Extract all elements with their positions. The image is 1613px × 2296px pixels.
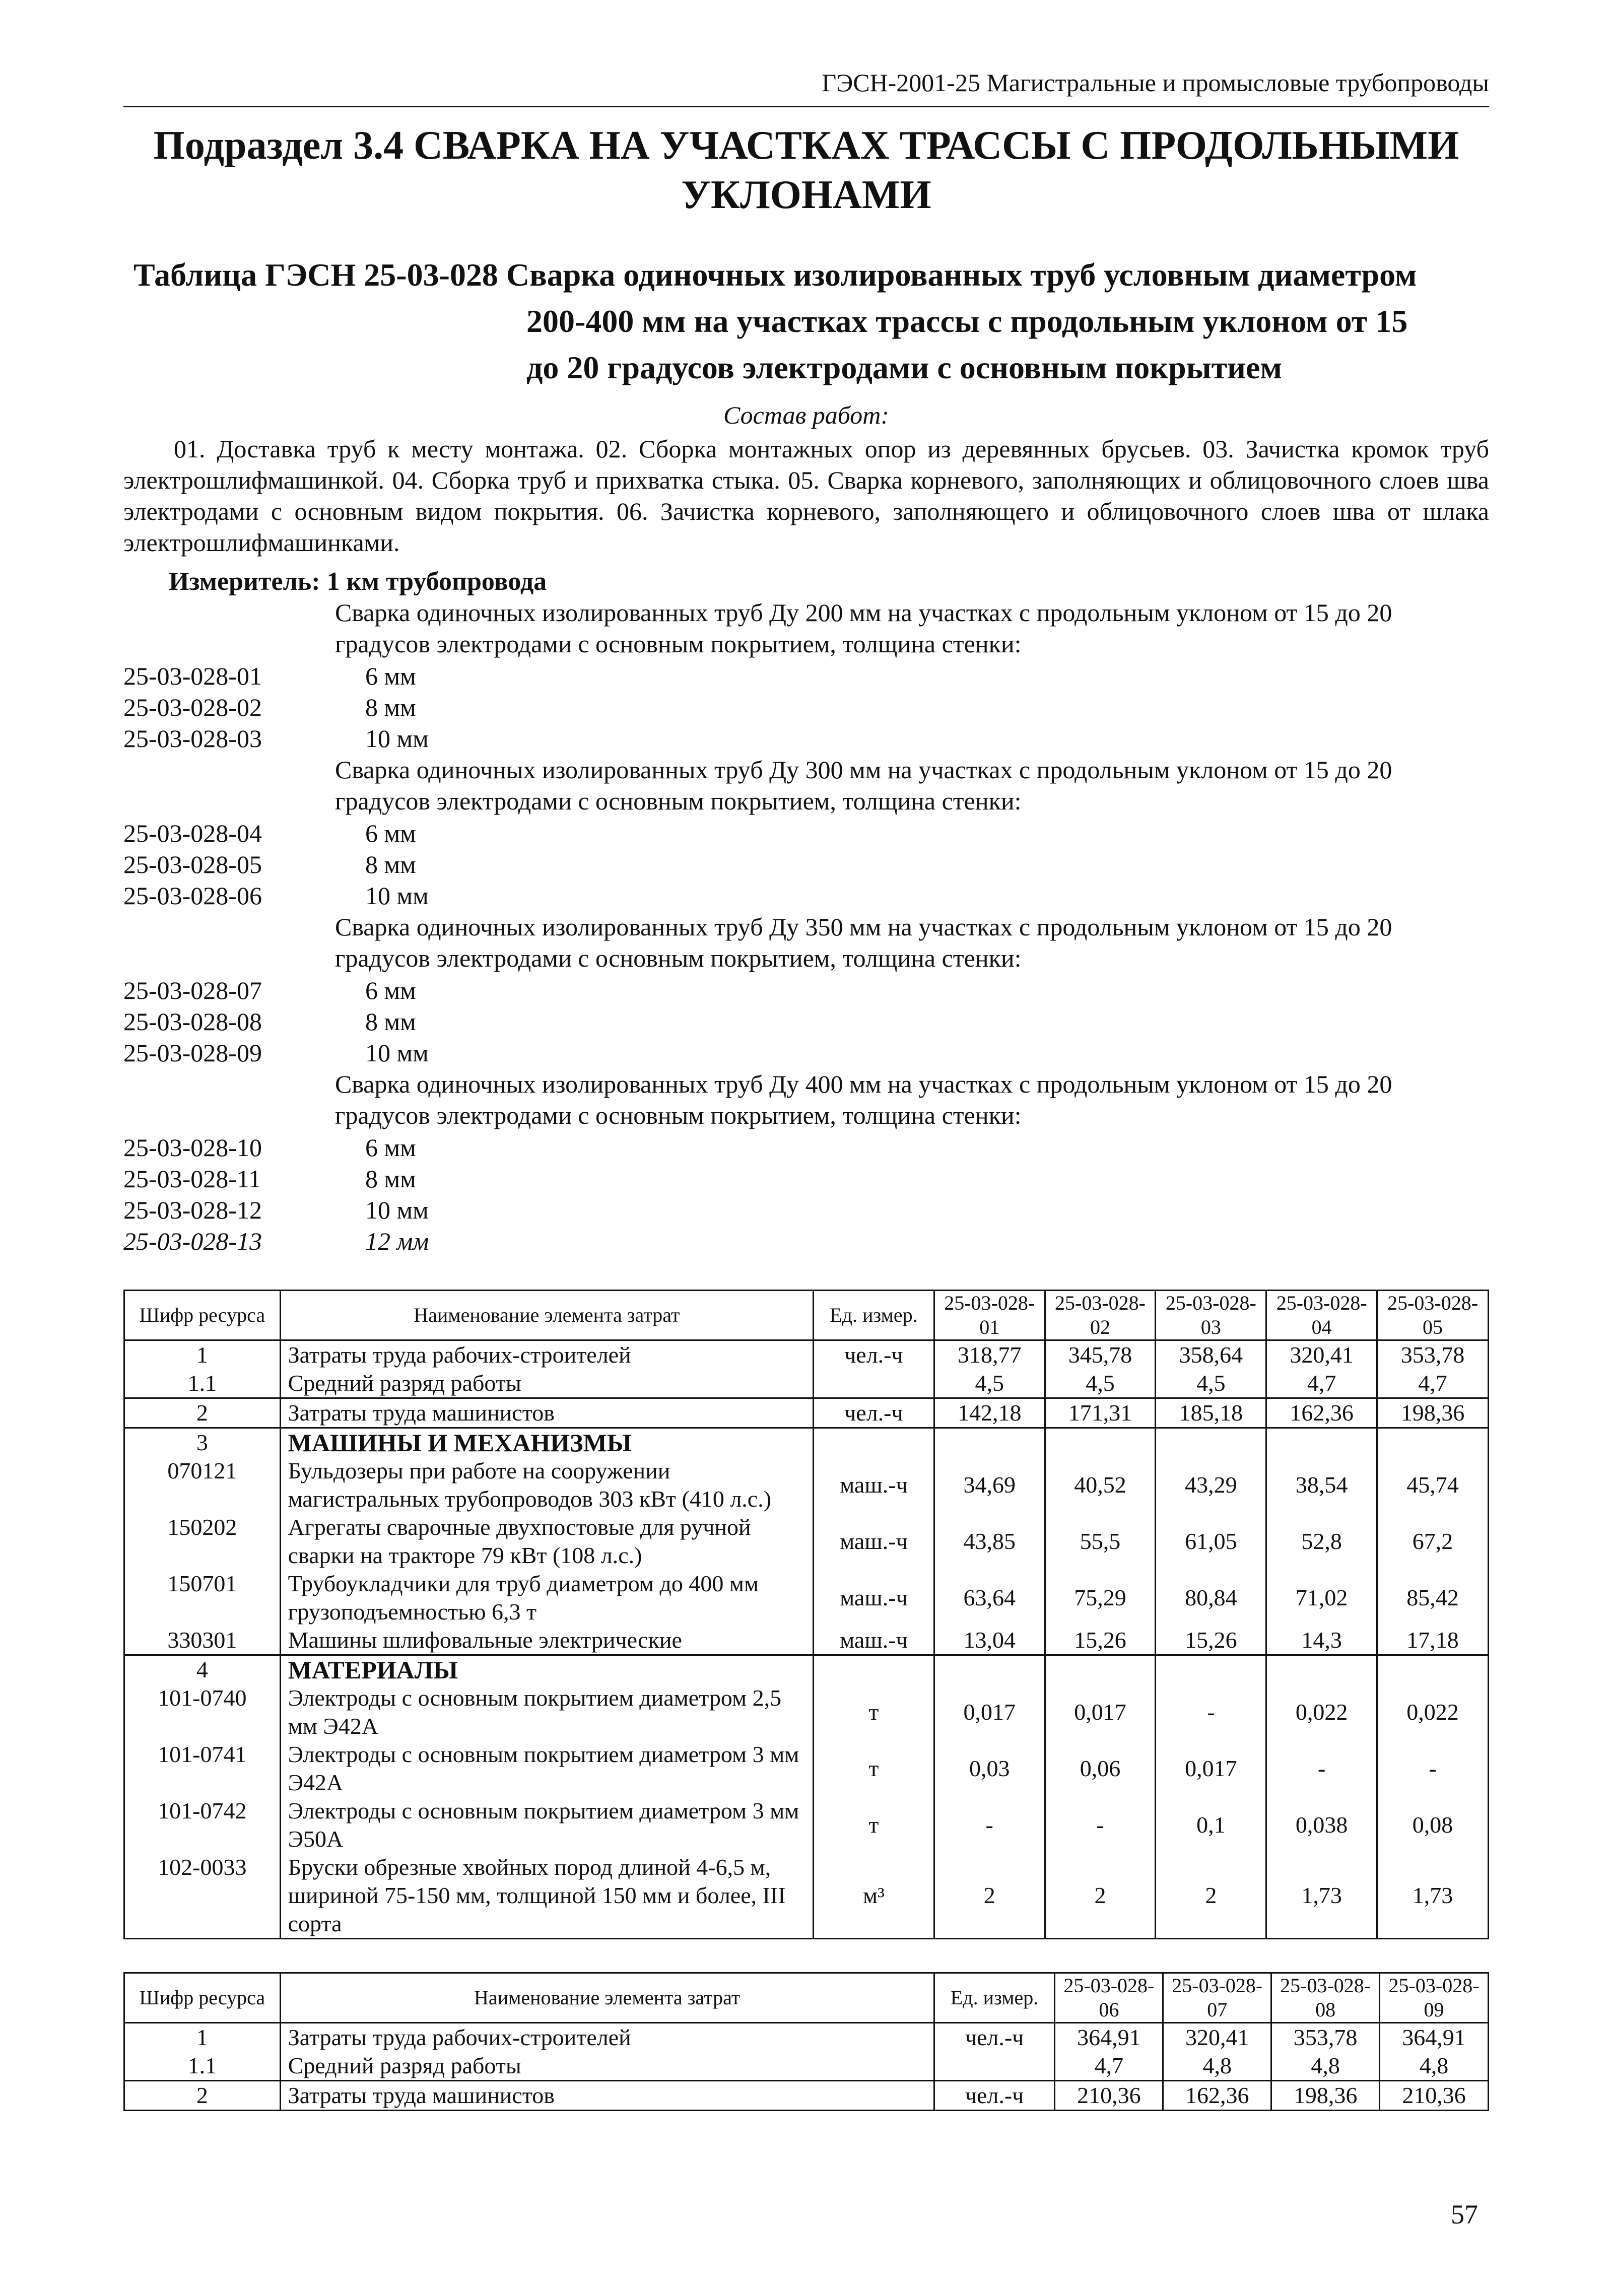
cost-element-name: Затраты труда рабочих-строителей	[280, 2023, 934, 2052]
cost-value	[1045, 1655, 1156, 1684]
cost-element-name: Электроды с основным покрытием диаметром 3 мм Э42А	[280, 1740, 813, 1797]
cost-value: 320,41	[1163, 2023, 1271, 2052]
cost-value: 4,7	[1055, 2052, 1163, 2081]
cost-element-name: Средний разряд работы	[280, 1369, 813, 1398]
cost-value: 2	[1045, 1853, 1156, 1939]
group-description: Сварка одиночных изолированных труб Ду 200 мм на участках с продольным уклоном от 15 до 20 градусов электродами с основным покрытием, толщина стенки:	[335, 598, 1392, 658]
cost-value: 75,29	[1045, 1570, 1156, 1626]
norm-code: 25-03-028-01	[123, 662, 262, 690]
group-description: Сварка одиночных изолированных труб Ду 400 мм на участках с продольным уклоном от 15 до 20 градусов электродами с основным покрытием, толщина стенки:	[335, 1070, 1392, 1129]
cost-value: 162,36	[1266, 1398, 1377, 1428]
cost-value: 15,26	[1156, 1626, 1266, 1655]
cost-value: 4,5	[934, 1369, 1045, 1398]
wall-thickness: 8 мм	[365, 1007, 416, 1036]
header-norm-column: 25-03-028-07	[1163, 1973, 1271, 2023]
code-row	[123, 1006, 1489, 1037]
cost-value: 162,36	[1163, 2081, 1271, 2111]
cost-value: 2	[934, 1853, 1045, 1939]
table-row	[124, 2081, 1489, 2111]
cost-element-name: Средний разряд работы	[280, 2052, 934, 2081]
norm-code: 25-03-028-13	[123, 1227, 262, 1255]
cost-value: 0,022	[1266, 1684, 1377, 1740]
cost-value: 4,7	[1377, 1369, 1489, 1398]
measure-value: 1 км трубопровода	[326, 567, 547, 596]
cost-value: 318,77	[934, 1340, 1045, 1370]
unit-of-measure: чел.-ч	[814, 1340, 934, 1370]
cost-element-name: МАТЕРИАЛЫ	[280, 1655, 813, 1684]
resource-code: 102-0033	[124, 1853, 281, 1939]
cost-element-name: Агрегаты сварочные двухпостовые для ручной сварки на тракторе 79 кВт (108 л.с.)	[280, 1513, 813, 1570]
resource-table-1	[123, 1290, 1489, 1939]
cost-value: 142,18	[934, 1398, 1045, 1428]
wall-thickness: 10 мм	[365, 724, 429, 753]
cost-element-name: Бульдозеры при работе на сооружении магистральных трубопроводов 303 кВт (410 л.с.)	[280, 1457, 813, 1513]
resource-table-2	[123, 1972, 1489, 2111]
header-norm-column: 25-03-028-02	[1045, 1291, 1156, 1340]
resource-code: 1.1	[124, 2052, 281, 2081]
code-row	[123, 1194, 1489, 1226]
code-row	[123, 880, 1489, 911]
cost-value: 353,78	[1377, 1340, 1489, 1370]
header-cost-element: Наименование элемента затрат	[280, 1291, 813, 1340]
unit-of-measure	[934, 2052, 1055, 2081]
norm-code: 25-03-028-11	[123, 1165, 261, 1193]
wall-thickness: 6 мм	[365, 1133, 416, 1162]
norm-code: 25-03-028-06	[123, 882, 262, 910]
cost-element-name: Электроды с основным покрытием диаметром 2,5 мм Э42А	[280, 1684, 813, 1740]
unit-of-measure: м³	[814, 1853, 934, 1939]
norm-code: 25-03-028-02	[123, 693, 262, 721]
code-row	[123, 1132, 1489, 1163]
cost-element-name: Электроды с основным покрытием диаметром 3 мм Э50А	[280, 1797, 813, 1853]
cost-value: 4,5	[1156, 1369, 1266, 1398]
resource-code: 2	[124, 1398, 281, 1428]
resource-code: 150202	[124, 1513, 281, 1570]
table-title-line-3: до 20 градусов электродами с основным покрытием	[526, 350, 1283, 385]
cost-value: 2	[1156, 1853, 1266, 1939]
cost-element-name: Затраты труда машинистов	[280, 2081, 934, 2111]
cost-value: 4,8	[1163, 2052, 1271, 2081]
header-norm-column: 25-03-028-06	[1055, 1973, 1163, 2023]
unit-of-measure	[814, 1655, 934, 1684]
unit-of-measure: чел.-ч	[934, 2023, 1055, 2052]
norm-code: 25-03-028-03	[123, 724, 262, 753]
cost-value: 0,08	[1377, 1797, 1489, 1853]
cost-value	[1266, 1655, 1377, 1684]
cost-value: 40,52	[1045, 1457, 1156, 1513]
cost-value: 198,36	[1271, 2081, 1380, 2111]
cost-element-name: Затраты труда рабочих-строителей	[280, 1340, 813, 1370]
header-resource-code: Шифр ресурса	[124, 1291, 281, 1340]
table-row	[124, 1428, 1489, 1457]
table-title	[123, 252, 1489, 391]
header-norm-column: 25-03-028-08	[1271, 1973, 1380, 2023]
cost-value: 61,05	[1156, 1513, 1266, 1570]
cost-value: 63,64	[934, 1570, 1045, 1626]
resource-code: 070121	[124, 1457, 281, 1513]
resource-code: 1	[124, 2023, 281, 2052]
table-row	[124, 1340, 1489, 1370]
header-unit: Ед. измер.	[814, 1291, 934, 1340]
section-title	[123, 121, 1489, 220]
cost-value: 358,64	[1156, 1340, 1266, 1370]
unit-of-measure: маш.-ч	[814, 1626, 934, 1655]
cost-value: 15,26	[1045, 1626, 1156, 1655]
cost-value: 198,36	[1377, 1398, 1489, 1428]
cost-value: 4,8	[1380, 2052, 1489, 2081]
code-row	[123, 975, 1489, 1006]
header-norm-column: 25-03-028-05	[1377, 1291, 1489, 1340]
work-composition-caption: Состав работ:	[723, 401, 890, 429]
cost-value: 71,02	[1266, 1570, 1377, 1626]
cost-value: 320,41	[1266, 1340, 1377, 1370]
header-rule	[123, 106, 1489, 107]
cost-value: 0,017	[934, 1684, 1045, 1740]
cost-value	[934, 1428, 1045, 1457]
table-header-row	[124, 1973, 1489, 2023]
cost-value: 0,017	[1045, 1684, 1156, 1740]
group-description: Сварка одиночных изолированных труб Ду 300 мм на участках с продольным уклоном от 15 до 20 градусов электродами с основным покрытием, толщина стенки:	[335, 756, 1392, 815]
table-title-line-1: Таблица ГЭСН 25-03-028 Сварка одиночных изолированных труб условным диаметром	[133, 257, 1417, 293]
cost-value: 0,017	[1156, 1740, 1266, 1797]
unit-of-measure	[814, 1369, 934, 1398]
table-row	[124, 2052, 1489, 2081]
resource-code: 1.1	[124, 1369, 281, 1398]
section-title-line-2: УКЛОНАМИ	[681, 173, 931, 217]
code-row	[123, 660, 1489, 692]
norm-code: 25-03-028-05	[123, 850, 262, 879]
cost-value	[934, 1655, 1045, 1684]
table-row	[124, 1626, 1489, 1655]
cost-element-name: Бруски обрезные хвойных пород длиной 4-6,5 м, шириной 75-150 мм, толщиной 150 мм и более, III сорта	[280, 1853, 813, 1939]
header-unit: Ед. измер.	[934, 1973, 1055, 2023]
cost-value: 55,5	[1045, 1513, 1156, 1570]
resource-code: 1	[124, 1340, 281, 1370]
norm-code: 25-03-028-12	[123, 1196, 262, 1224]
header-resource-code: Шифр ресурса	[124, 1973, 281, 2023]
cost-value: 1,73	[1377, 1853, 1489, 1939]
code-row	[123, 1037, 1489, 1068]
table-title-line-2: 200-400 мм на участках трассы с продольным уклоном от 15	[526, 303, 1408, 339]
resource-code: 101-0742	[124, 1797, 281, 1853]
cost-value: 0,022	[1377, 1684, 1489, 1740]
wall-thickness: 6 мм	[365, 976, 416, 1004]
cost-value	[1045, 1428, 1156, 1457]
table-row	[124, 1684, 1489, 1740]
wall-thickness: 6 мм	[365, 819, 416, 847]
cost-value: 80,84	[1156, 1570, 1266, 1626]
table-row	[124, 1457, 1489, 1513]
code-row	[123, 692, 1489, 723]
wall-thickness: 10 мм	[365, 1039, 429, 1067]
cost-element-name: МАШИНЫ И МЕХАНИЗМЫ	[280, 1428, 813, 1457]
norm-code: 25-03-028-09	[123, 1039, 262, 1067]
table-row	[124, 1570, 1489, 1626]
cost-value: 0,1	[1156, 1797, 1266, 1853]
cost-value: 85,42	[1377, 1570, 1489, 1626]
table-row	[124, 1853, 1489, 1939]
resource-code: 4	[124, 1655, 281, 1684]
cost-value: 52,8	[1266, 1513, 1377, 1570]
table-row	[124, 1797, 1489, 1853]
resource-code: 101-0740	[124, 1684, 281, 1740]
cost-value: 210,36	[1380, 2081, 1489, 2111]
running-head: ГЭСН-2001-25 Магистральные и промысловые трубопроводы	[822, 69, 1489, 97]
cost-value: 364,91	[1380, 2023, 1489, 2052]
code-row	[123, 723, 1489, 754]
resource-code: 3	[124, 1428, 281, 1457]
work-composition-text: 01. Доставка труб к месту монтажа. 02. Сборка монтажных опор из деревянных брусьев. 03. Зачистка кромок труб электрошлифмашинкой. 04. Сборка труб и прихватка стыка. 05. Сварка корневого, заполняющих и облицовочного слоев шва электродами с основным видом покрытия. 06. Зачистка корневого, заполняющего и облицовочного слоев шва от шлака электрошлифмашинками.	[123, 435, 1489, 557]
norm-codes-list	[123, 597, 1489, 1257]
cost-value: 13,04	[934, 1626, 1045, 1655]
unit-of-measure: чел.-ч	[934, 2081, 1055, 2111]
cost-value: 67,2	[1377, 1513, 1489, 1570]
cost-element-name: Затраты труда машинистов	[280, 1398, 813, 1428]
code-row	[123, 818, 1489, 849]
table-row	[124, 1740, 1489, 1797]
cost-value: 43,85	[934, 1513, 1045, 1570]
table-row	[124, 1398, 1489, 1428]
header-norm-column: 25-03-028-09	[1380, 1973, 1489, 2023]
table-row	[124, 1513, 1489, 1570]
code-row	[123, 1226, 1489, 1257]
unit-of-measure: т	[814, 1740, 934, 1797]
unit-of-measure: чел.-ч	[814, 1398, 934, 1428]
cost-value: 4,7	[1266, 1369, 1377, 1398]
unit-of-measure: т	[814, 1684, 934, 1740]
resource-code: 101-0741	[124, 1740, 281, 1797]
cost-value: 364,91	[1055, 2023, 1163, 2052]
cost-value: 38,54	[1266, 1457, 1377, 1513]
table-row	[124, 2023, 1489, 2052]
cost-value: 210,36	[1055, 2081, 1163, 2111]
norm-code: 25-03-028-07	[123, 976, 262, 1004]
wall-thickness: 8 мм	[365, 850, 416, 879]
norm-code: 25-03-028-10	[123, 1133, 262, 1162]
cost-value	[1156, 1655, 1266, 1684]
wall-thickness: 10 мм	[365, 882, 429, 910]
unit-of-measure: т	[814, 1797, 934, 1853]
header-norm-column: 25-03-028-04	[1266, 1291, 1377, 1340]
cost-element-name: Машины шлифовальные электрические	[280, 1626, 813, 1655]
cost-value: 0,038	[1266, 1797, 1377, 1853]
cost-value: 185,18	[1156, 1398, 1266, 1428]
measure-label: Измеритель:	[169, 567, 320, 596]
resource-code: 330301	[124, 1626, 281, 1655]
unit-of-measure	[814, 1428, 934, 1457]
wall-thickness: 8 мм	[365, 693, 416, 721]
resource-code: 2	[124, 2081, 281, 2111]
unit-of-measure: маш.-ч	[814, 1457, 934, 1513]
cost-value	[1377, 1428, 1489, 1457]
cost-value: 1,73	[1266, 1853, 1377, 1939]
cost-value: 0,06	[1045, 1740, 1156, 1797]
cost-value	[1377, 1655, 1489, 1684]
wall-thickness: 8 мм	[365, 1165, 416, 1193]
header-norm-column: 25-03-028-01	[934, 1291, 1045, 1340]
cost-value: -	[1377, 1740, 1489, 1797]
cost-element-name: Трубоукладчики для труб диаметром до 400 мм грузоподъемностью 6,3 т	[280, 1570, 813, 1626]
unit-of-measure: маш.-ч	[814, 1513, 934, 1570]
cost-value: -	[1045, 1797, 1156, 1853]
measure-unit	[169, 567, 547, 596]
table-row	[124, 1369, 1489, 1398]
group-description: Сварка одиночных изолированных труб Ду 350 мм на участках с продольным уклоном от 15 до 20 градусов электродами с основным покрытием, толщина стенки:	[335, 913, 1392, 972]
cost-value: 34,69	[934, 1457, 1045, 1513]
cost-value: 4,5	[1045, 1369, 1156, 1398]
cost-value	[1156, 1428, 1266, 1457]
cost-value: 14,3	[1266, 1626, 1377, 1655]
wall-thickness: 10 мм	[365, 1196, 429, 1224]
cost-value: 43,29	[1156, 1457, 1266, 1513]
cost-value: 4,8	[1271, 2052, 1380, 2081]
code-row	[123, 1163, 1489, 1194]
cost-value	[1266, 1428, 1377, 1457]
norm-code: 25-03-028-04	[123, 819, 262, 847]
cost-value: 353,78	[1271, 2023, 1380, 2052]
cost-value: 345,78	[1045, 1340, 1156, 1370]
page-number: 57	[1451, 2199, 1478, 2230]
cost-value: -	[1266, 1740, 1377, 1797]
cost-value: 17,18	[1377, 1626, 1489, 1655]
header-norm-column: 25-03-028-03	[1156, 1291, 1266, 1340]
section-title-line-1: Подраздел 3.4 СВАРКА НА УЧАСТКАХ ТРАССЫ С ПРОДОЛЬНЫМИ	[153, 123, 1459, 168]
norm-code: 25-03-028-08	[123, 1007, 262, 1036]
cost-value: -	[934, 1797, 1045, 1853]
table-header-row	[124, 1291, 1489, 1340]
table-row	[124, 1655, 1489, 1684]
code-row	[123, 849, 1489, 880]
cost-value: 171,31	[1045, 1398, 1156, 1428]
cost-value: -	[1156, 1684, 1266, 1740]
unit-of-measure: маш.-ч	[814, 1570, 934, 1626]
header-cost-element: Наименование элемента затрат	[280, 1973, 934, 2023]
cost-value: 0,03	[934, 1740, 1045, 1797]
wall-thickness: 12 мм	[365, 1227, 429, 1255]
resource-code: 150701	[124, 1570, 281, 1626]
cost-value: 45,74	[1377, 1457, 1489, 1513]
wall-thickness: 6 мм	[365, 662, 416, 690]
